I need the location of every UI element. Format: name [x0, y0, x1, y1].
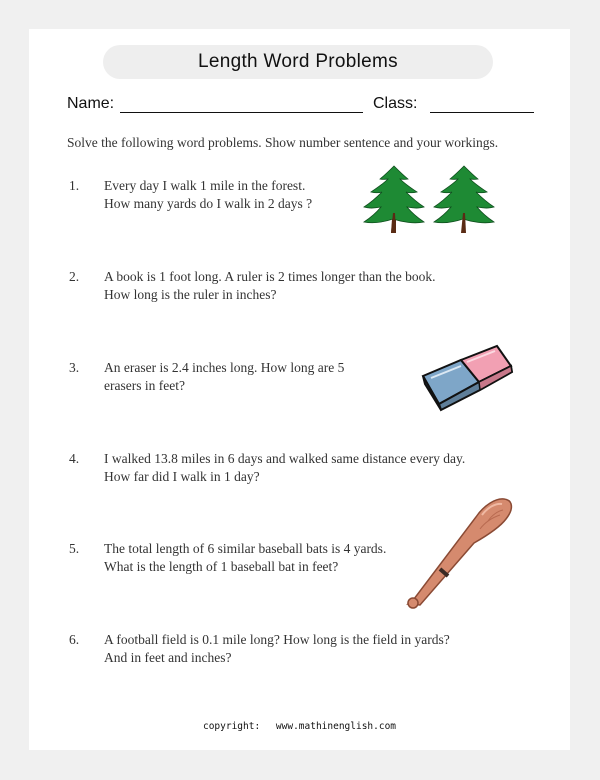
class-label: Class: [373, 95, 418, 112]
eraser-icon [417, 342, 517, 412]
problem-number: 6. [69, 632, 80, 647]
problem-line: An eraser is 2.4 inches long. How long are 5 [104, 360, 345, 375]
problem-text [104, 631, 504, 667]
instructions: Solve the following word problems. Show number sentence and your workings. [67, 135, 499, 150]
problem-line: A book is 1 foot long. A ruler is 2 times longer than the book. [104, 269, 436, 284]
worksheet-page [29, 29, 570, 750]
copyright-site: www.mathinenglish.com [275, 721, 397, 732]
problem-text [104, 268, 504, 304]
problem-number: 3. [69, 360, 80, 375]
problem-number: 5. [69, 541, 80, 556]
problem-number: 4. [69, 451, 80, 466]
problem-line: How long is the ruler in inches? [104, 287, 277, 302]
tree-icon [364, 166, 424, 233]
footer [29, 721, 570, 732]
problem-line: The total length of 6 similar baseball bats is 4 yards. [104, 541, 387, 556]
problem-line: Every day I walk 1 mile in the forest. [104, 178, 306, 193]
problem-number: 2. [69, 269, 80, 284]
name-field-line [120, 112, 363, 113]
problem-text [104, 450, 504, 486]
tree-icon [362, 163, 504, 239]
problem-line: A football field is 0.1 mile long? How long is the field in yards? [104, 632, 450, 647]
tree-icon [434, 166, 494, 233]
name-class-row [67, 95, 537, 119]
problem-line: erasers in feet? [104, 378, 185, 393]
name-label: Name: [67, 95, 115, 112]
class-field-line [430, 112, 534, 113]
problem-line: How many yards do I walk in 2 days ? [104, 196, 313, 211]
baseball-bat-icon [404, 495, 519, 610]
page-title: Length Word Problems [103, 45, 493, 79]
problem-line: What is the length of 1 baseball bat in feet? [104, 559, 339, 574]
copyright-label: copyright: [202, 721, 261, 732]
problem-line: How far did I walk in 1 day? [104, 469, 260, 484]
problem-line: I walked 13.8 miles in 6 days and walked same distance every day. [104, 451, 466, 466]
problem-line: And in feet and inches? [104, 650, 232, 665]
problem-number: 1. [69, 178, 80, 193]
